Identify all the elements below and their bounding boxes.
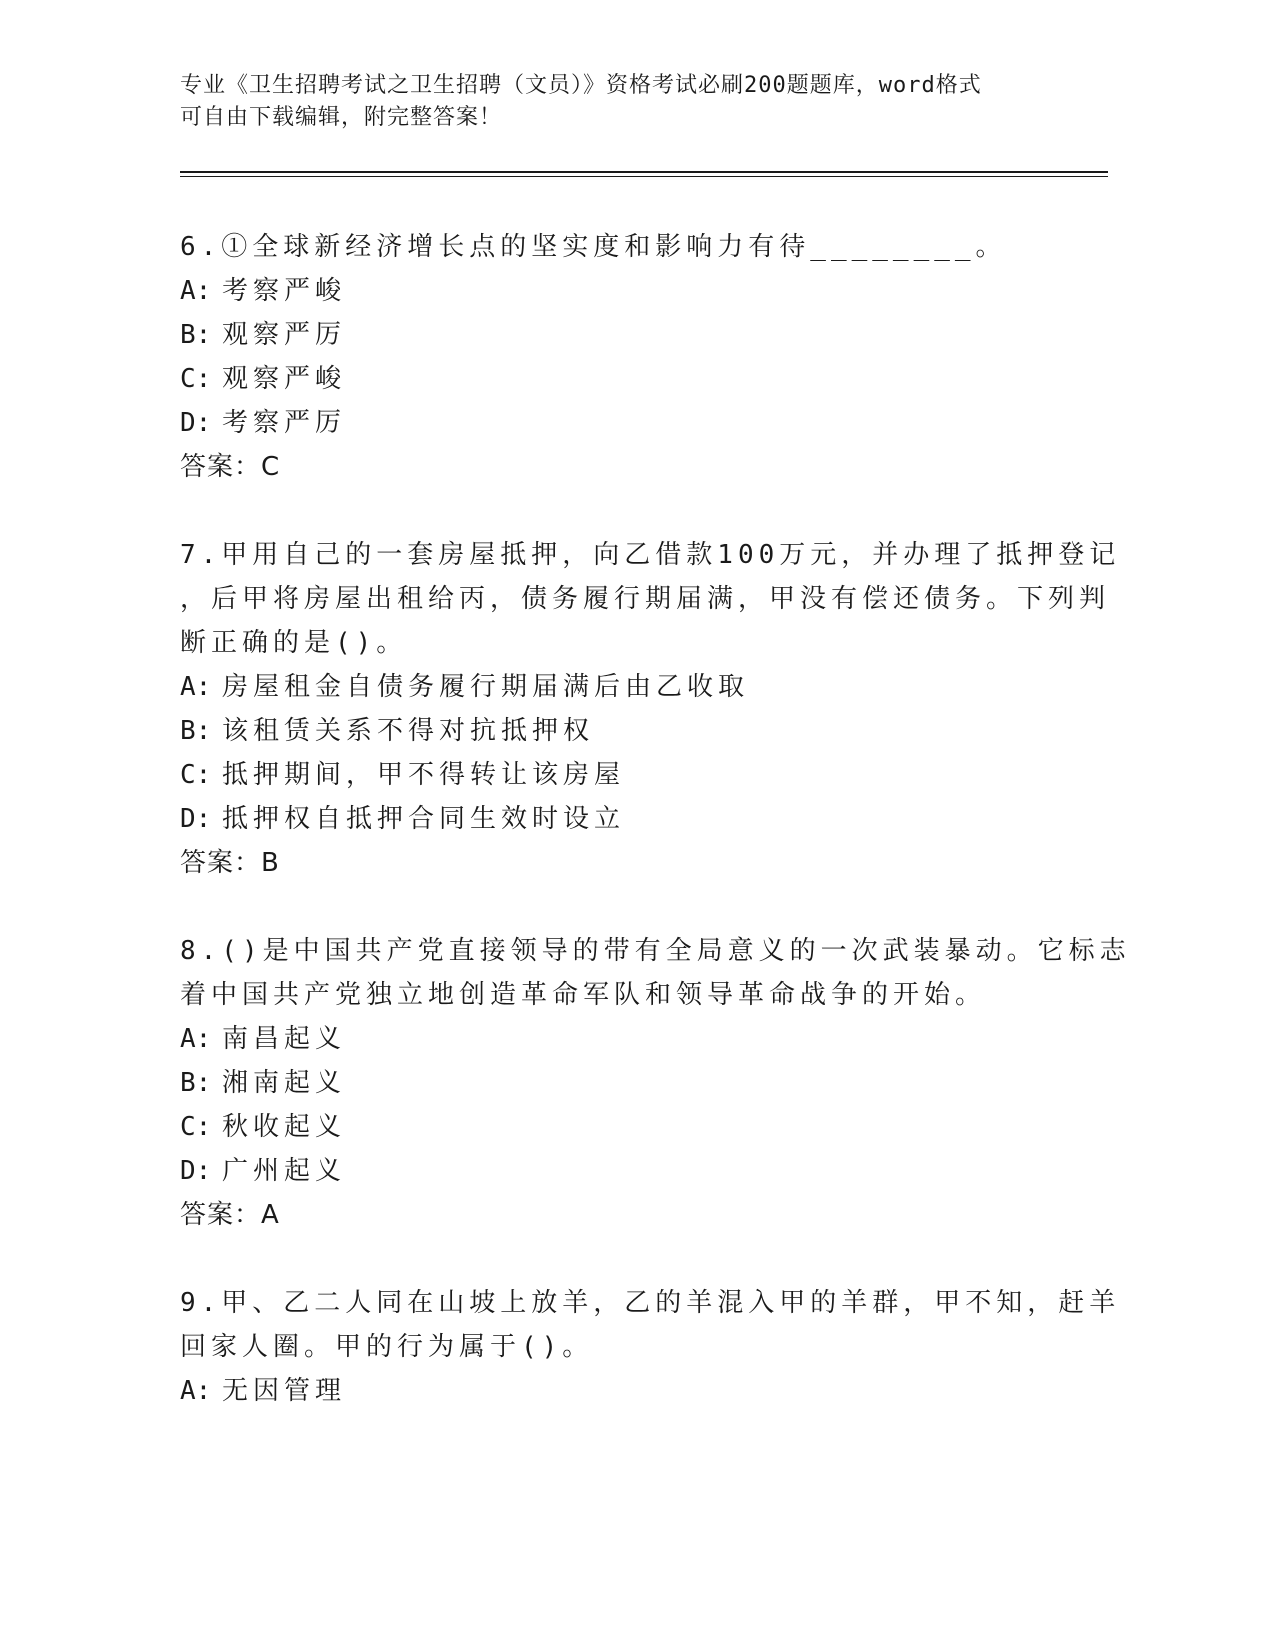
option-key: A: bbox=[180, 276, 212, 306]
header-divider-thick bbox=[180, 171, 1108, 173]
option-text: 该租赁关系不得对抗抵押权 bbox=[222, 716, 595, 746]
question-stem: 8.()是中国共产党直接领导的带有全局意义的一次武装暴动。它标志 bbox=[180, 936, 1131, 966]
option-text: 观察严峻 bbox=[222, 364, 347, 394]
option-key: B: bbox=[180, 716, 212, 746]
option-key: A: bbox=[180, 672, 212, 702]
option-text: 秋收起义 bbox=[222, 1112, 347, 1142]
option-key: D: bbox=[180, 804, 212, 834]
option-key: D: bbox=[180, 408, 212, 438]
option-key: D: bbox=[180, 1156, 212, 1186]
question-stem: 断正确的是()。 bbox=[180, 628, 408, 658]
header-divider-thin bbox=[180, 176, 1108, 177]
option-d bbox=[180, 401, 1030, 445]
option-d bbox=[180, 1149, 1030, 1193]
option-b bbox=[180, 313, 1030, 357]
option-key: C: bbox=[180, 364, 212, 394]
option-text: 南昌起义 bbox=[222, 1024, 347, 1054]
option-text: 考察严峻 bbox=[222, 276, 347, 306]
question-stem: 6.①全球新经济增长点的坚实度和影响力有待________。 bbox=[180, 232, 1007, 262]
option-c bbox=[180, 753, 1030, 797]
option-text: 抵押期间，甲不得转让该房屋 bbox=[222, 760, 626, 790]
option-a bbox=[180, 1017, 1030, 1061]
header-line-2: 可自由下载编辑，附完整答案！ bbox=[180, 105, 503, 130]
option-text: 抵押权自抵押合同生效时设立 bbox=[222, 804, 626, 834]
header-line-1: 专业《卫生招聘考试之卫生招聘（文员）》资格考试必刷200题题库，word格式 bbox=[180, 73, 982, 98]
question-stem: 回家人圈。甲的行为属于()。 bbox=[180, 1332, 594, 1362]
option-text: 广州起义 bbox=[222, 1156, 347, 1186]
question-9 bbox=[180, 1281, 1121, 1413]
question-stem: ，后甲将房屋出租给丙，债务履行期届满，甲没有偿还债务。下列判 bbox=[180, 584, 1111, 614]
question-stem: 着中国共产党独立地创造革命军队和领导革命战争的开始。 bbox=[180, 980, 987, 1010]
option-text: 湘南起义 bbox=[222, 1068, 347, 1098]
option-text: 房屋租金自债务履行期届满后由乙收取 bbox=[222, 672, 750, 702]
option-key: C: bbox=[180, 760, 212, 790]
option-b bbox=[180, 1061, 1030, 1105]
option-key: C: bbox=[180, 1112, 212, 1142]
option-b bbox=[180, 709, 1030, 753]
answer-line: 答案：B bbox=[180, 848, 280, 878]
option-text: 考察严厉 bbox=[222, 408, 347, 438]
option-key: A: bbox=[180, 1376, 212, 1406]
option-d bbox=[180, 797, 1030, 841]
question-list bbox=[180, 225, 1131, 1457]
option-text: 无因管理 bbox=[222, 1376, 347, 1406]
option-text: 观察严厉 bbox=[222, 320, 347, 350]
answer-line: 答案：A bbox=[180, 1200, 280, 1230]
option-key: B: bbox=[180, 320, 212, 350]
option-a bbox=[180, 1369, 1030, 1413]
option-c bbox=[180, 357, 1030, 401]
option-key: B: bbox=[180, 1068, 212, 1098]
question-6 bbox=[180, 225, 1030, 489]
option-a bbox=[180, 665, 1030, 709]
option-key: A: bbox=[180, 1024, 212, 1054]
answer-line: 答案：C bbox=[180, 452, 281, 482]
document-header bbox=[180, 70, 1040, 134]
question-stem: 7.甲用自己的一套房屋抵押，向乙借款100万元，并办理了抵押登记 bbox=[180, 540, 1121, 570]
option-a bbox=[180, 269, 1030, 313]
question-7 bbox=[180, 533, 1121, 885]
option-c bbox=[180, 1105, 1030, 1149]
question-8 bbox=[180, 929, 1131, 1237]
question-stem: 9.甲、乙二人同在山坡上放羊，乙的羊混入甲的羊群，甲不知，赶羊 bbox=[180, 1288, 1121, 1318]
